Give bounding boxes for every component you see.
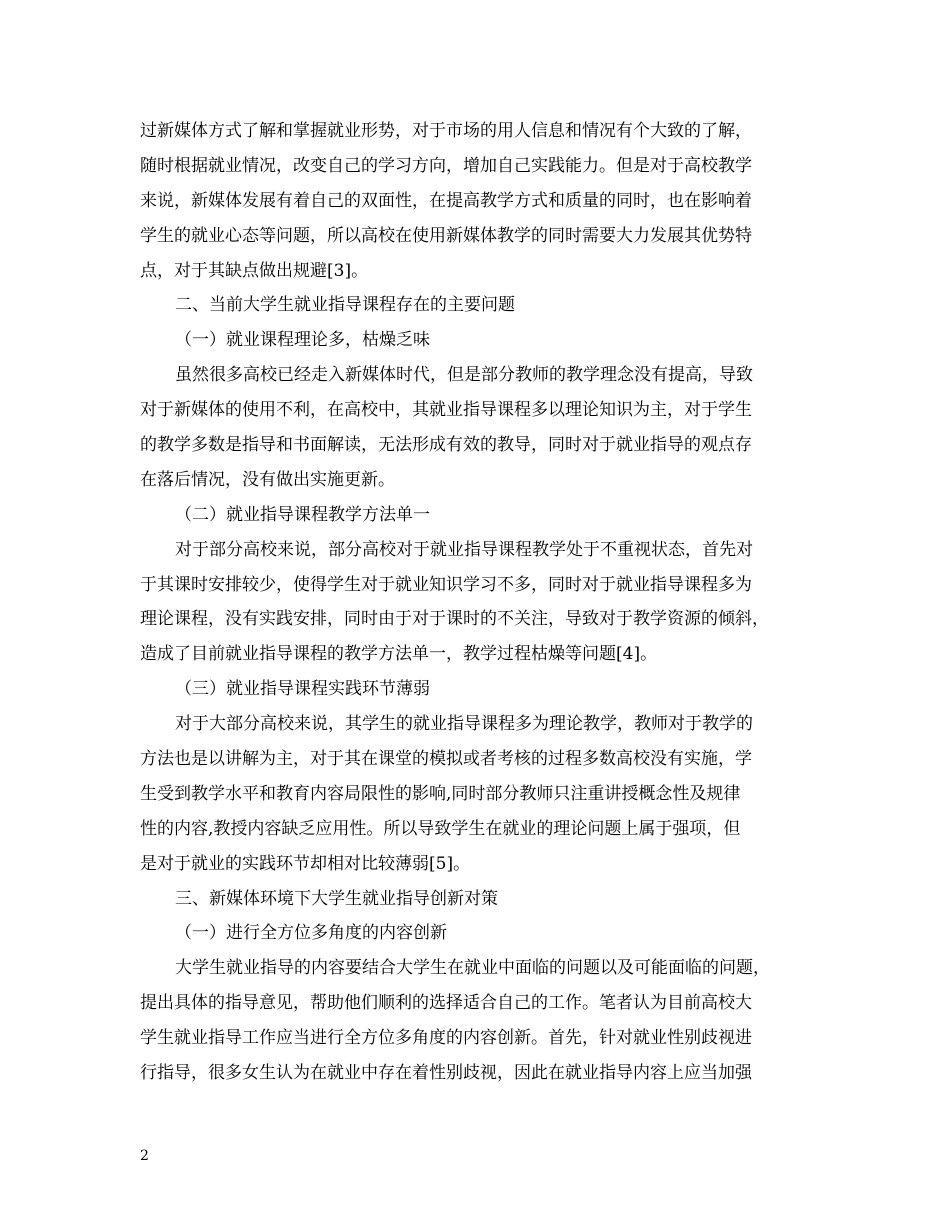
text-line: 学生的就业心态等问题，所以高校在使用新媒体教学的同时需要大力发展其优势特 xyxy=(140,225,752,246)
text-line: 随时根据就业情况，改变自己的学习方向，增加自己实践能力。但是对于高校教学 xyxy=(140,155,752,176)
text-line: 提出具体的指导意见，帮助他们顺利的选择适合自己的工作。笔者认为目前高校大 xyxy=(140,993,752,1014)
text-line: 对于部分高校来说，部分高校对于就业指导课程教学处于不重视状态，首先对 xyxy=(175,539,753,560)
text-line: （三）就业指导课程实践环节薄弱 xyxy=(175,679,430,700)
text-line: 虽然很多高校已经走入新媒体时代，但是部分教师的教学理念没有提高，导致 xyxy=(175,365,753,386)
body-text xyxy=(140,114,830,1091)
text-line: 三、新媒体环境下大学生就业指导创新对策 xyxy=(175,888,498,909)
text-line: 二、当前大学生就业指导课程存在的主要问题 xyxy=(175,295,515,316)
text-line: （二）就业指导课程教学方法单一 xyxy=(175,504,430,525)
text-line: 于其课时安排较少，使得学生对于就业知识学习不多，同时对于就业指导课程多为 xyxy=(140,574,752,595)
text-line: 大学生就业指导的内容要结合大学生在就业中面临的问题以及可能面临的问题， xyxy=(175,958,770,979)
text-line: 理论课程，没有实践安排，同时由于对于课时的不关注，导致对于教学资源的倾斜， xyxy=(140,609,769,630)
text-line: 造成了目前就业指导课程的教学方法单一，教学过程枯燥等问题[4]。 xyxy=(140,644,658,665)
text-line: 点，对于其缺点做出规避[3]。 xyxy=(140,260,369,281)
text-line: 是对于就业的实践环节却相对比较薄弱[5]。 xyxy=(140,853,471,874)
text-line: 来说，新媒体发展有着自己的双面性，在提高教学方式和质量的同时，也在影响着 xyxy=(140,190,752,211)
text-line: 行指导，很多女生认为在就业中存在着性别歧视，因此在就业指导内容上应当加强 xyxy=(140,1063,752,1084)
page-number: 2 xyxy=(140,1148,149,1164)
text-line: 的教学多数是指导和书面解读，无法形成有效的教导，同时对于就业指导的观点存 xyxy=(140,435,752,456)
text-line: （一）进行全方位多角度的内容创新 xyxy=(175,923,447,944)
text-line: 方法也是以讲解为主，对于其在课堂的模拟或者考核的过程多数高校没有实施，学 xyxy=(140,749,752,770)
text-line: 对于新媒体的使用不利，在高校中，其就业指导课程多以理论知识为主，对于学生 xyxy=(140,400,752,421)
text-line: （一）就业课程理论多，枯燥乏味 xyxy=(175,330,430,351)
text-line: 对于大部分高校来说，其学生的就业指导课程多为理论教学，教师对于教学的 xyxy=(175,714,753,735)
text-line: 过新媒体方式了解和掌握就业形势，对于市场的用人信息和情况有个大致的了解， xyxy=(140,121,752,141)
text-line: 生受到教学水平和教育内容局限性的影响,同时部分教师只注重讲授概念性及规律 xyxy=(140,783,741,804)
text-line: 在落后情况，没有做出实施更新。 xyxy=(140,469,395,490)
text-line: 学生就业指导工作应当进行全方位多角度的内容创新。首先，针对就业性别歧视进 xyxy=(140,1028,752,1049)
text-line: 性的内容,教授内容缺乏应用性。所以导致学生在就业的理论问题上属于强项，但 xyxy=(140,818,741,839)
